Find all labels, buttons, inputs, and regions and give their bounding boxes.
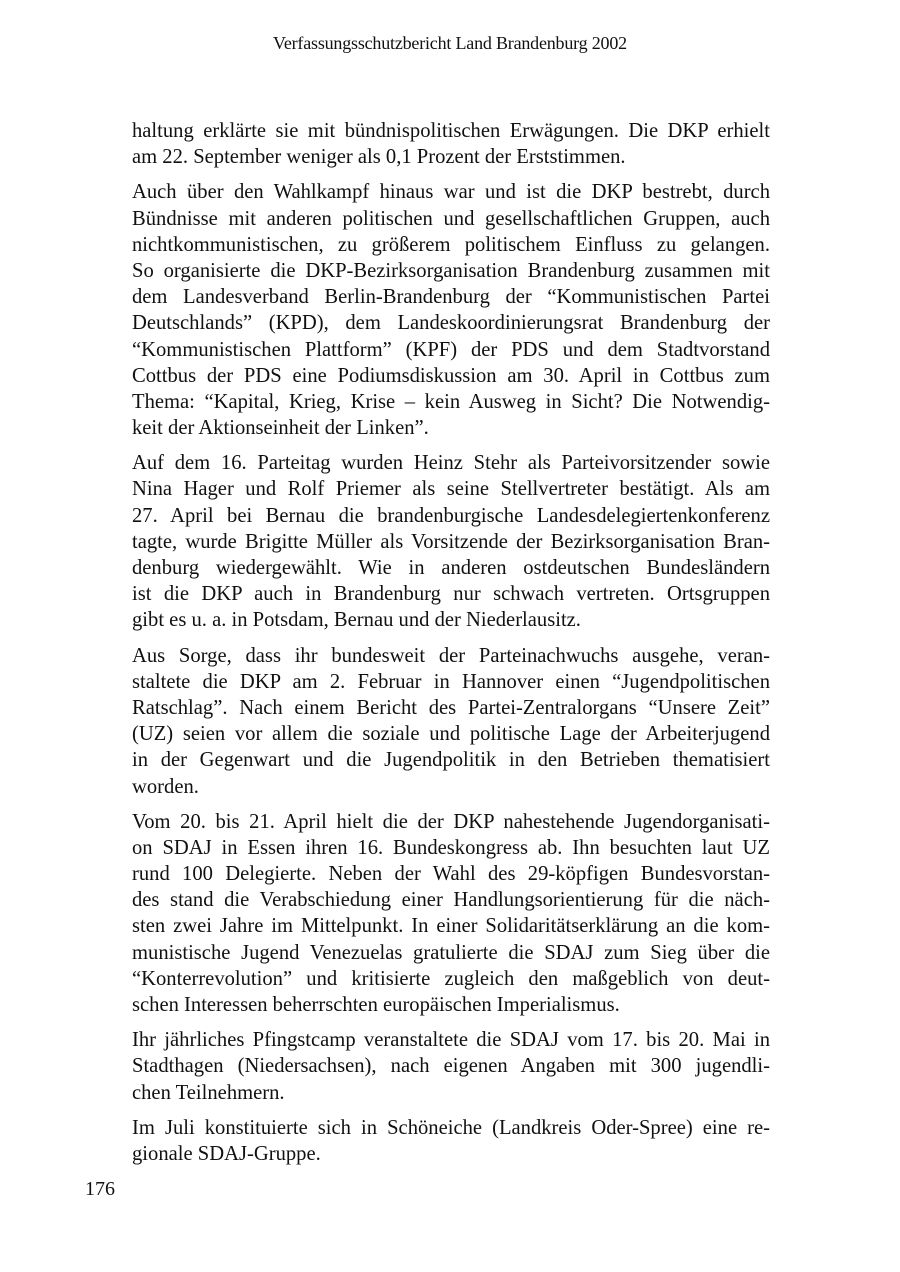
text-line: rund 100 Delegierte. Neben der Wahl des 29-köpfigen Bundesvorstan- bbox=[132, 863, 770, 886]
text-line: worden. bbox=[132, 775, 199, 798]
text-line: keit der Aktionseinheit der Linken”. bbox=[132, 417, 429, 440]
text-line: on SDAJ in Essen ihren 16. Bundeskongress ab. Ihn besuchten laut UZ bbox=[132, 836, 770, 859]
text-line: Nina Hager und Rolf Priemer als seine Stellvertreter bestätigt. Als am bbox=[132, 478, 770, 501]
text-line: gionale SDAJ-Gruppe. bbox=[132, 1142, 321, 1165]
text-line: Deutschlands” (KPD), dem Landeskoordinierungsrat Brandenburg der bbox=[132, 312, 770, 335]
text-line: am 22. September weniger als 0,1 Prozent der Erststimmen. bbox=[132, 146, 626, 169]
text-line: “Kommunistischen Plattform” (KPF) der PDS und dem Stadtvorstand bbox=[132, 338, 770, 361]
text-line: Im Juli konstituierte sich in Schöneiche (Landkreis Oder-Spree) eine re- bbox=[132, 1116, 770, 1139]
text-line: gibt es u. a. in Potsdam, Bernau und der Niederlausitz. bbox=[132, 609, 581, 632]
paragraph bbox=[132, 809, 770, 1019]
body-text bbox=[132, 118, 770, 1176]
paragraph bbox=[132, 1115, 770, 1167]
text-line: tagte, wurde Brigitte Müller als Vorsitzende der Bezirksorganisation Bran- bbox=[132, 530, 770, 553]
text-line: Auch über den Wahlkampf hinaus war und ist die DKP bestrebt, durch bbox=[132, 181, 770, 204]
text-line: staltete die DKP am 2. Februar in Hannover einen “Jugendpolitischen bbox=[132, 670, 770, 693]
paragraph bbox=[132, 643, 770, 800]
text-line: Stadthagen (Niedersachsen), nach eigenen Angaben mit 300 jugendli- bbox=[132, 1055, 770, 1078]
text-line: in der Gegenwart und die Jugendpolitik in den Betrieben thematisiert bbox=[132, 749, 770, 772]
text-line: Vom 20. bis 21. April hielt die der DKP nahestehende Jugendorganisati- bbox=[132, 810, 770, 833]
text-line: ist die DKP auch in Brandenburg nur schwach vertreten. Ortsgruppen bbox=[132, 583, 770, 606]
text-line: denburg wiedergewählt. Wie in anderen ostdeutschen Bundesländern bbox=[132, 557, 770, 579]
paragraph bbox=[132, 450, 770, 633]
text-line: Cottbus der PDS eine Podiumsdiskussion am 30. April in Cottbus zum bbox=[132, 364, 770, 387]
text-line: So organisierte die DKP-Bezirksorganisation Brandenburg zusammen mit bbox=[132, 259, 770, 282]
text-line: 27. April bei Bernau die brandenburgische Landesdelegiertenkonferenz bbox=[132, 504, 770, 527]
text-line: nichtkommunistischen, zu größerem politischem Einfluss zu gelangen. bbox=[132, 233, 770, 256]
text-line: “Konterrevolution” und kritisierte zugleich den maßgeblich von deut- bbox=[132, 967, 770, 990]
text-line: munistische Jugend Venezuelas gratulierte die SDAJ zum Sieg über die bbox=[132, 941, 770, 964]
text-line: sten zwei Jahre im Mittelpunkt. In einer Solidaritätserklärung an die kom- bbox=[132, 915, 770, 938]
text-line: Auf dem 16. Parteitag wurden Heinz Stehr als Parteivorsitzender sowie bbox=[132, 452, 770, 475]
text-line: dem Landesverband Berlin-Brandenburg der “Kommunistischen Partei bbox=[132, 286, 770, 309]
running-header: Verfassungsschutzbericht Land Brandenburg 2002 bbox=[273, 33, 627, 53]
text-line: Ihr jährliches Pfingstcamp veranstaltete die SDAJ vom 17. bis 20. Mai in bbox=[132, 1029, 770, 1052]
text-line: Ratschlag”. Nach einem Bericht des Partei-Zentralorgans “Unsere Zeit” bbox=[132, 696, 770, 719]
text-line: schen Interessen beherrschten europäischen Imperialismus. bbox=[132, 994, 620, 1016]
text-line: des stand die Verabschiedung einer Handlungsorientierung für die näch- bbox=[132, 889, 770, 912]
text-line: (UZ) seien vor allem die soziale und politische Lage der Arbeiterjugend bbox=[132, 723, 770, 746]
paragraph bbox=[132, 118, 770, 170]
paragraph bbox=[132, 179, 770, 441]
text-line: chen Teilnehmern. bbox=[132, 1081, 285, 1104]
text-line: Thema: “Kapital, Krieg, Krise – kein Ausweg in Sicht? Die Notwendig- bbox=[132, 390, 770, 413]
text-line: haltung erklärte sie mit bündnispolitischen Erwägungen. Die DKP erhielt bbox=[132, 120, 770, 142]
paragraph bbox=[132, 1027, 770, 1106]
text-line: Bündnisse mit anderen politischen und gesellschaftlichen Gruppen, auch bbox=[132, 207, 770, 230]
text-line: Aus Sorge, dass ihr bundesweit der Parteinachwuchs ausgehe, veran- bbox=[132, 644, 770, 667]
page-number: 176 bbox=[85, 1178, 115, 1200]
